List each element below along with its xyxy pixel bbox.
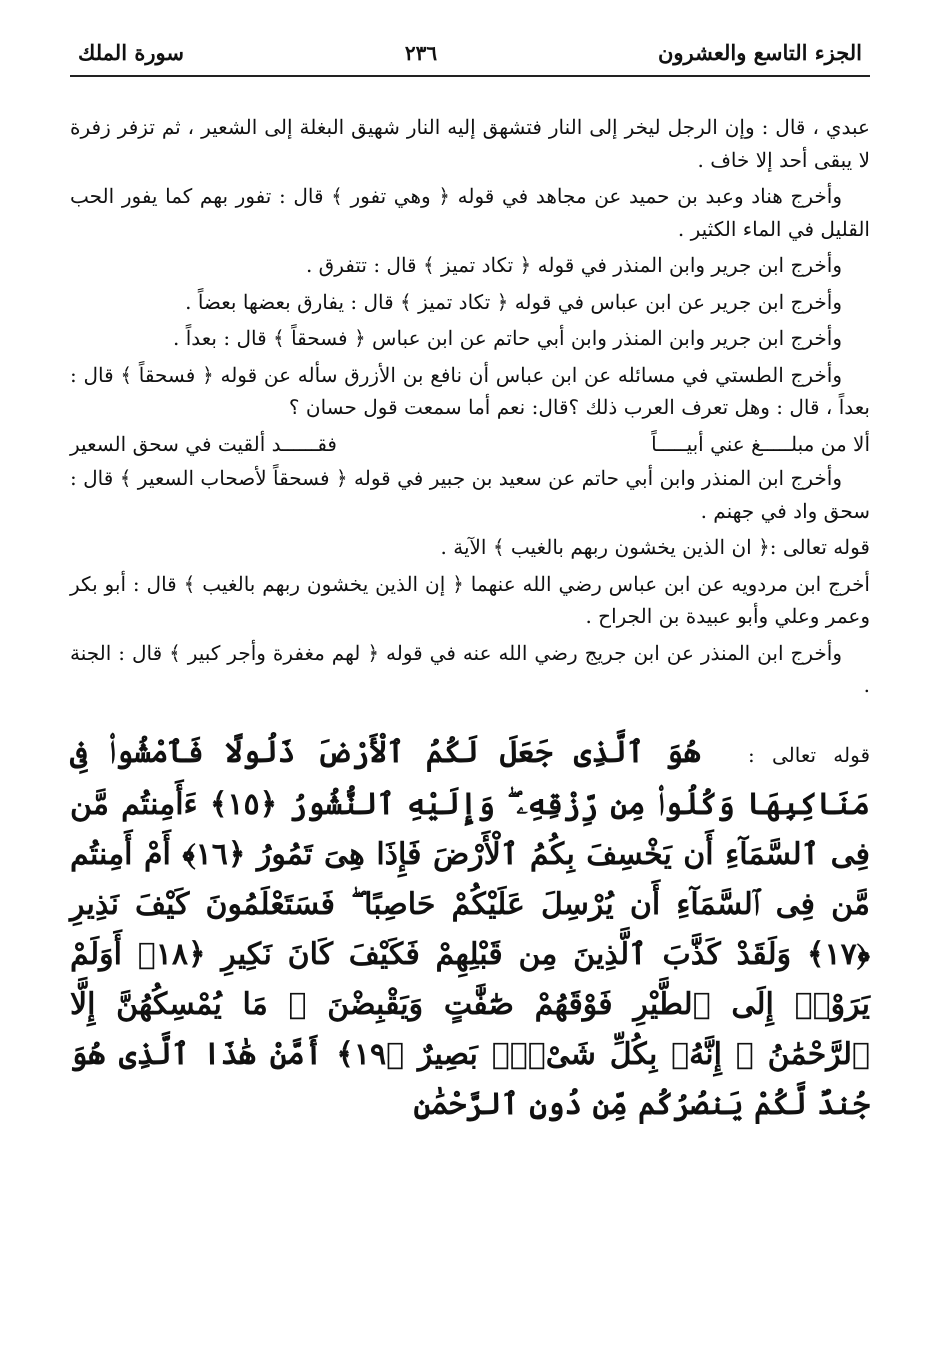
quran-verses: هُوَ ٱلَّذِى جَعَلَ لَكُمُ ٱلْأَرْضَ ذَلُولًا فَٱمْشُوا۟ فِى مَنَاكِبِهَا وَكُلُوا۟ مِن رِّزْقِهِۦ ۖ وَإِلَيْهِ ٱلنُّشُورُ ﴿١٥﴾ ءَأَمِنتُم مَّن فِى ٱلسَّمَآءِ أَن يَخْسِفَ بِكُمُ ٱلْأَرْضَ فَإِذَا هِىَ تَمُورُ ﴿١٦﴾ أَمْ أَمِنتُم مَّن فِى ٱلسَّمَآءِ أَن يُرْسِلَ عَلَيْكُمْ حَاصِبًا ۖ فَسَتَعْلَمُونَ كَيْفَ نَذِيرِ ﴿١٧﴾ وَلَقَدْ كَذَّبَ ٱلَّذِينَ مِن قَبْلِهِمْ فَكَيْفَ كَانَ نَكِيرِ ﴿١٨﴾ أَوَلَمْ يَرَوْا۟ إِلَى ٱلطَّيْرِ فَوْقَهُمْ صَٰٓفَّٰتٍ وَيَقْبِضْنَ ۚ مَا يُمْسِكُهُنَّ إِلَّا ٱلرَّحْمَٰنُ ۚ إِنَّهُۥ بِكُلِّ شَىْءٍۭ بَصِيرٌ ﴿١٩﴾ أَمَّنْ هَٰذَا ٱلَّذِى هُوَ جُندٌ لَّكُمْ يَنصُرُكُم مِّن دُونِ ٱلرَّحْمَٰنِ: [70, 734, 871, 1122]
juz-title: الجزء التاسع والعشرون: [657, 40, 862, 65]
quran-passage: [70, 728, 870, 1130]
paragraph: قوله تعالى :﴿ ان الذين يخشون ربهم بالغيب ﴾ الآية .: [440, 535, 870, 559]
book-page: [70, 40, 870, 1130]
paragraph: وأخرج ابن جرير عن ابن عباس في قوله ﴿ تكاد تميز ﴾ قال : يفارق بعضها بعضاً .: [185, 289, 842, 314]
poem-verse: [70, 428, 870, 461]
paragraph: وأخرج ابن المنذر وابن أبي حاتم عن سعيد بن جبير في قوله ﴿ فسحقاً لأصحاب السعير ﴾ قال : سحق واد في جهنم .: [70, 466, 870, 523]
quran-intro: قوله تعالى :: [748, 742, 871, 767]
paragraph: أخرج ابن مردويه عن ابن عباس رضي الله عنهما ﴿ إن الذين يخشون ربهم بالغيب ﴾ قال : أبو بكر وعمر وعلي وأبو عبيدة بن الجراح .: [70, 571, 870, 628]
paragraph: وأخرج ابن جرير وابن المنذر في قوله ﴿ تكاد تميز ﴾ قال : تتفرق .: [305, 253, 842, 277]
paragraph: وأخرج ابن المنذر عن ابن جريج رضي الله عنه في قوله ﴿ لهم مغفرة وأجر كبير ﴾ قال : الجنة .: [70, 640, 870, 697]
poem-second-hemistich: فقــــــد ألقيت في سحق السعير: [70, 431, 337, 456]
paragraph: عبدي ، قال : وإن الرجل ليخر إلى النار فتشهق إليه النار شهيق البغلة إلى الشعير ، ثم تزفر زفرة لا يبقى أحد إلا خاف .: [70, 115, 870, 172]
paragraph: وأخرج ابن جرير وابن المنذر وابن أبي حاتم عن ابن عباس ﴿ فسحقاً ﴾ قال : بعداً .: [173, 326, 842, 350]
paragraph: وأخرج الطستي في مسائله عن ابن عباس أن نافع بن الأزرق سأله عن قوله ﴿ فسحقاً ﴾ قال : بعداً ، قال : وهل تعرف العرب ذلك ؟قال: نعم أما سمعت قول حسان ؟: [70, 362, 870, 419]
surah-title: سورة الملك: [78, 40, 184, 65]
commentary-text: [70, 111, 870, 702]
page-header: [70, 40, 870, 77]
paragraph: وأخرج هناد وعبد بن حميد عن مجاهد في قوله ﴿ وهي تفور ﴾ قال : تفور بهم كما يفور الحب القليل في الماء الكثير .: [70, 184, 870, 241]
poem-first-hemistich: ألا من مبلـــــغ عني أبيـــــاً: [651, 431, 870, 456]
page-number: ٢٣٦: [404, 41, 438, 65]
